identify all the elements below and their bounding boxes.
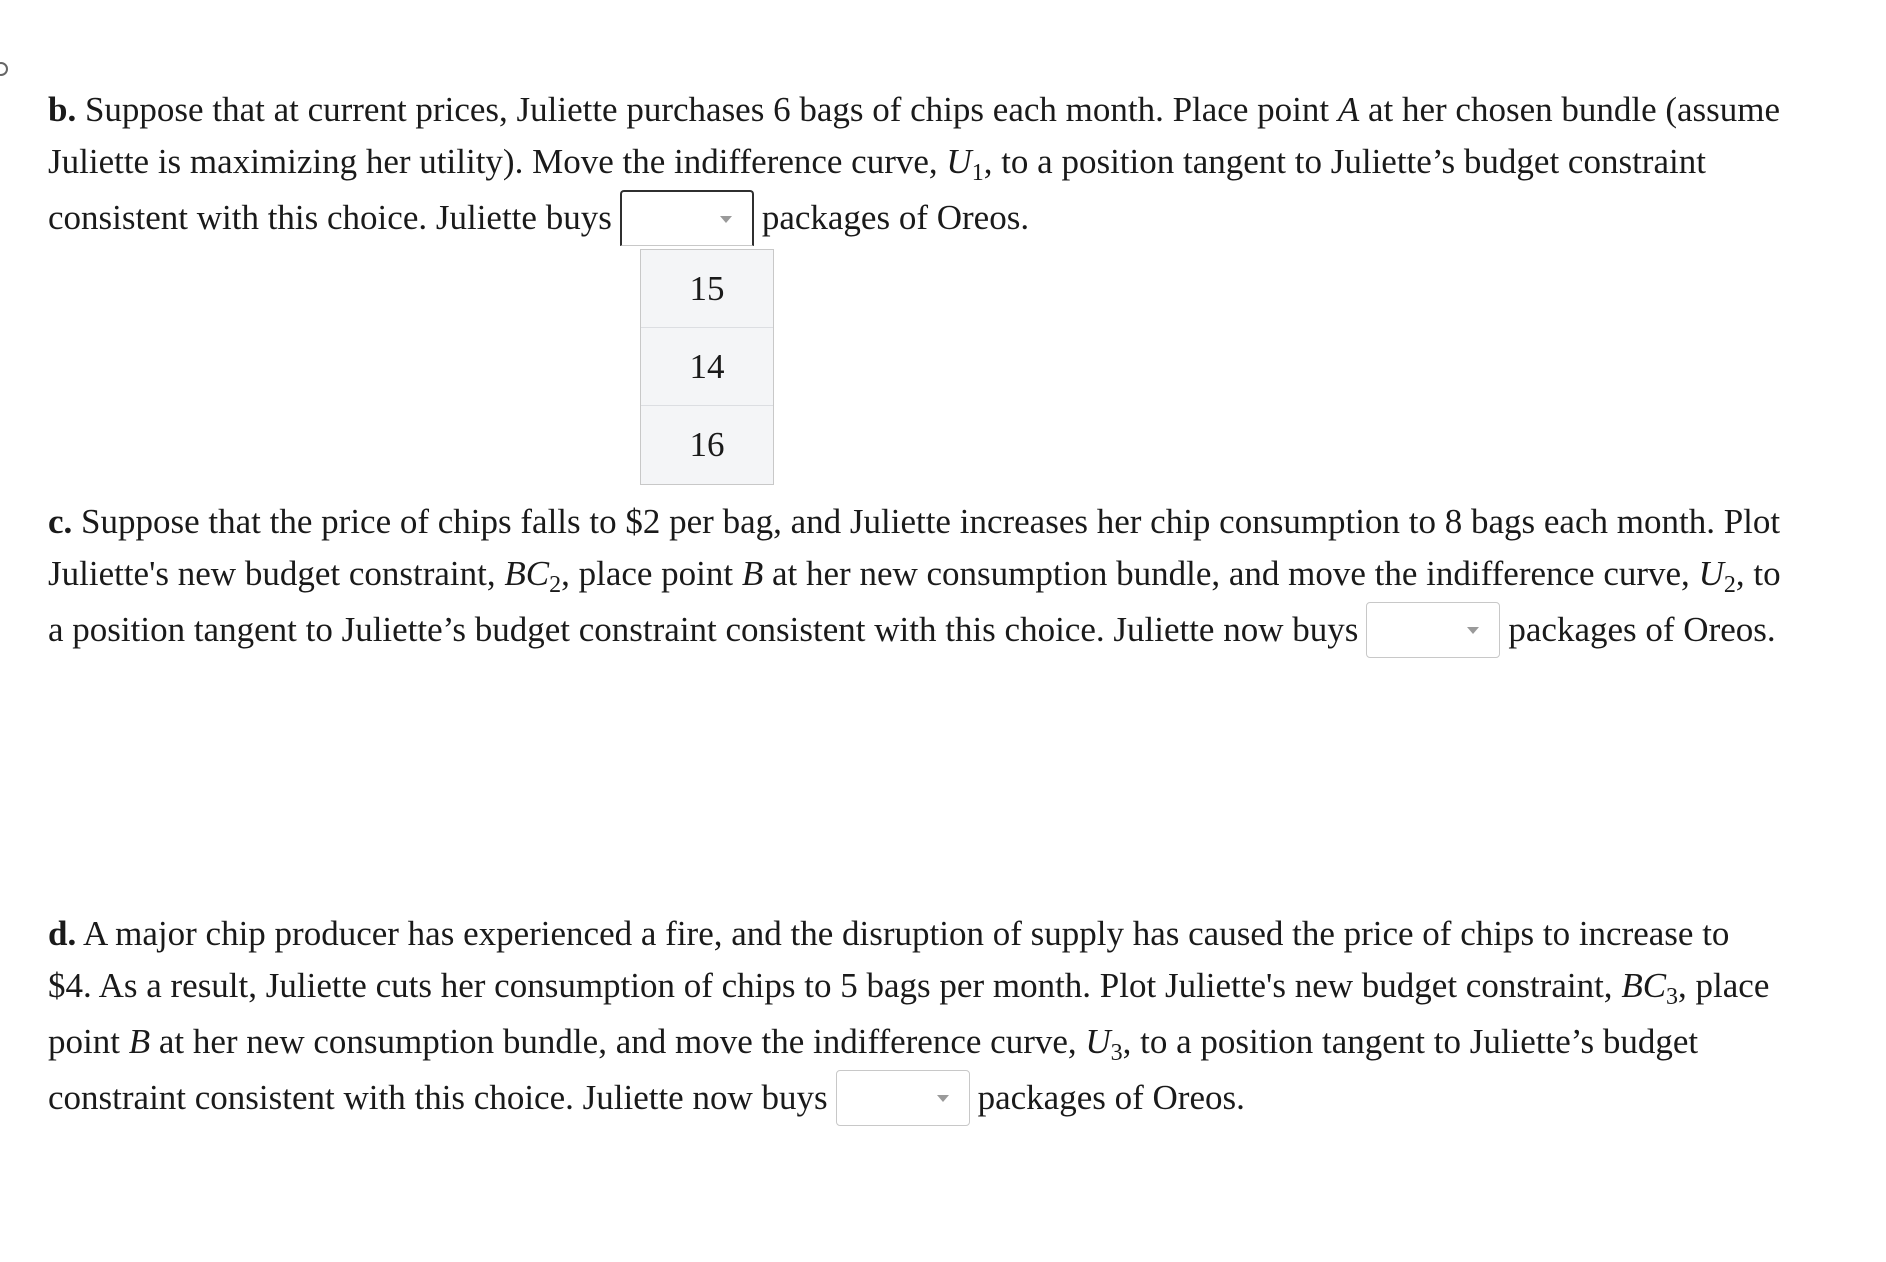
- oreos-select-b-options: [640, 249, 774, 485]
- part-b-line-3: [48, 192, 1848, 249]
- part-c-text-3a: a position tangent to Juliette’s budget constraint consistent with this choice. Juliette now buys: [48, 610, 1359, 649]
- question-part-c: [48, 496, 1848, 661]
- chevron-down-icon: [1467, 627, 1479, 634]
- u1-letter: U: [946, 142, 972, 181]
- part-d-line-1: [48, 908, 1848, 960]
- part-b-text-2b: , to a position tangent to Juliette’s budget constraint: [983, 142, 1706, 181]
- bc3-symbol: [1621, 966, 1679, 1010]
- part-d-text-3c: , to a position tangent to Juliette’s budget: [1122, 1022, 1699, 1061]
- part-c-label: c.: [48, 502, 73, 541]
- part-d-text-1: A major chip producer has experienced a fire, and the disruption of supply has caused the price of chips to increase to: [83, 914, 1730, 953]
- chevron-down-icon: [720, 216, 732, 223]
- point-b-symbol-d: B: [128, 1022, 151, 1061]
- part-d-text-4a: constraint consistent with this choice. Juliette now buys: [48, 1078, 828, 1117]
- oreos-select-d[interactable]: [836, 1070, 970, 1126]
- part-c-text-3b: packages of Oreos.: [1508, 610, 1776, 649]
- u1-subscript: 1: [971, 160, 984, 186]
- part-c-line-3: [48, 604, 1848, 661]
- u3-subscript: 3: [1110, 1040, 1123, 1066]
- part-b-label: b.: [48, 90, 77, 129]
- part-b-text-3a: consistent with this choice. Juliette buys: [48, 198, 612, 237]
- part-b-text-1b: at her chosen bundle (assume: [1359, 90, 1781, 129]
- question-part-d: [48, 908, 1848, 1129]
- part-d-label: d.: [48, 914, 77, 953]
- part-b-text-3b: packages of Oreos.: [761, 198, 1030, 237]
- part-b-text-1a: Suppose that at current prices, Juliette purchases 6 bags of chips each month. Place point: [84, 90, 1338, 129]
- part-d-line-2: [48, 960, 1848, 1016]
- part-c-line-1: [48, 496, 1848, 548]
- bc2-symbol: [504, 554, 562, 598]
- part-c-text-2d: , to: [1735, 554, 1781, 593]
- u1-symbol: [946, 142, 984, 186]
- part-b-text-2a: Juliette is maximizing her utility). Move the indifference curve,: [48, 142, 947, 181]
- part-d-text-2a: $4. As a result, Juliette cuts her consumption of chips to 5 bags per month. Plot Juliette's new budget constraint,: [48, 966, 1622, 1005]
- u2-symbol: [1698, 554, 1736, 598]
- point-b-symbol: B: [741, 554, 764, 593]
- part-b-line-2: [48, 136, 1848, 192]
- part-d-line-4: [48, 1072, 1848, 1129]
- u2-letter: U: [1698, 554, 1724, 593]
- part-d-text-2b: , place: [1678, 966, 1770, 1005]
- oreos-select-b[interactable]: [620, 190, 754, 246]
- part-b-line-1: [48, 84, 1848, 136]
- part-c-text-2a: Juliette's new budget constraint,: [48, 554, 505, 593]
- dropdown-option-15[interactable]: 15: [641, 250, 773, 328]
- dropdown-option-16[interactable]: 16: [689, 425, 725, 464]
- part-c-line-2: [48, 548, 1848, 604]
- part-d-text-3a: point: [48, 1022, 129, 1061]
- part-d-text-4b: packages of Oreos.: [977, 1078, 1245, 1117]
- u2-subscript: 2: [1723, 572, 1736, 598]
- chevron-down-icon: [937, 1095, 949, 1102]
- bc3-subscript: 3: [1666, 984, 1679, 1010]
- oreos-select-c[interactable]: [1366, 602, 1500, 658]
- u3-letter: U: [1085, 1022, 1111, 1061]
- part-c-text-1: Suppose that the price of chips falls to $2 per bag, and Juliette increases her chip consumption to 8 bags each month. Plot: [81, 502, 1781, 541]
- part-d-line-3: [48, 1016, 1848, 1072]
- bc2-subscript: 2: [549, 572, 562, 598]
- u3-symbol: [1085, 1022, 1123, 1066]
- point-a-symbol: A: [1337, 90, 1360, 129]
- dropdown-option-14[interactable]: 14: [641, 328, 773, 406]
- part-c-text-2c: at her new consumption bundle, and move the indifference curve,: [763, 554, 1699, 593]
- part-d-text-3b: at her new consumption bundle, and move the indifference curve,: [150, 1022, 1086, 1061]
- bc3-letters: BC: [1621, 966, 1667, 1005]
- circle-edge-icon: [0, 62, 8, 76]
- bc2-letters: BC: [504, 554, 550, 593]
- part-c-text-2b: , place point: [561, 554, 742, 593]
- question-part-b: [48, 84, 1848, 249]
